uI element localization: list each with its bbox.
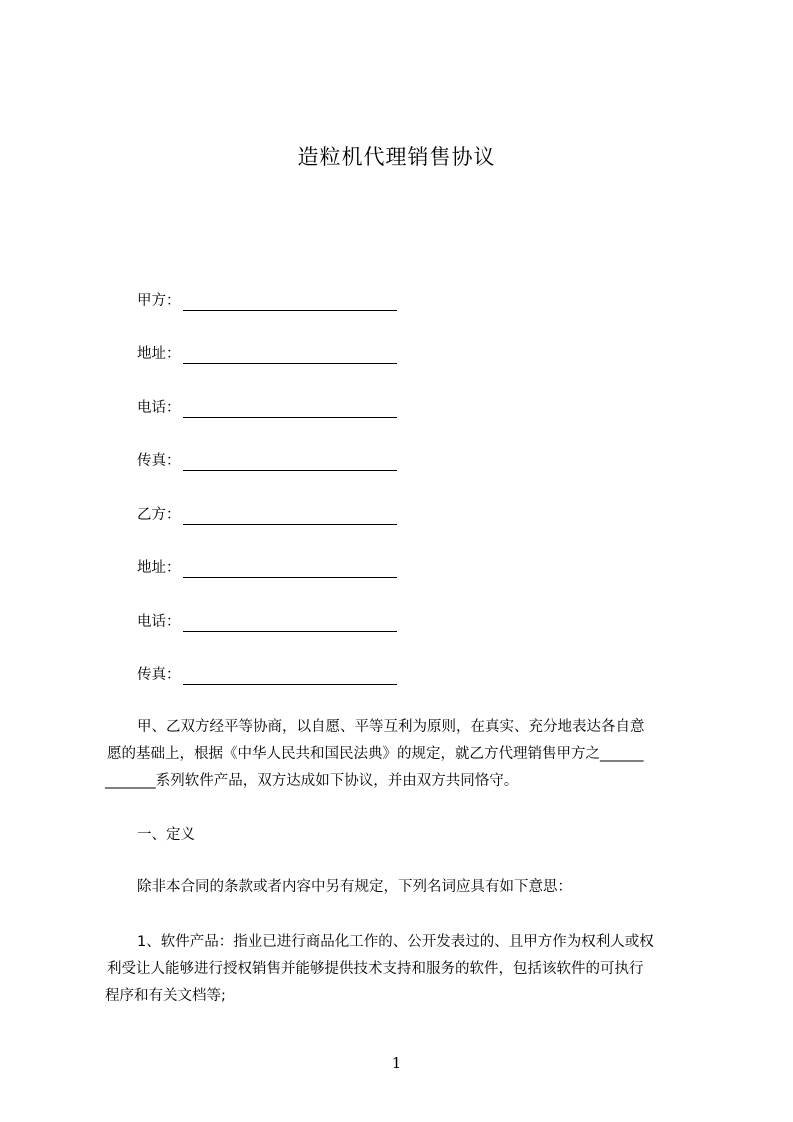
page-number: 1 [391,1054,402,1072]
intro-line-1: 甲、乙双方经平等协商，以自愿、平等互利为原则，在真实、充分地表达各自意 [137,719,645,735]
blank-line [183,400,397,418]
blank-line [183,667,397,685]
blank-line [183,293,397,311]
field-label: 地址： [137,346,181,362]
field-label: 乙方： [137,507,181,523]
party-a-address-field [137,342,397,364]
party-b-address-field [137,556,397,578]
clause-line-2: 利受让人能够进行授权销售并能够提供技术支持和服务的软件，包括该软件的可执行 [107,961,644,977]
field-label: 电话： [137,614,181,630]
blank-line [183,614,397,632]
blank-line [183,346,397,364]
intro-line-2: 愿的基础上，根据《中华人民共和国民法典》的规定，就乙方代理销售甲方之______ [107,746,644,762]
section-heading: 一、定义 [137,827,195,843]
field-label: 传真： [137,453,181,469]
party-a-field [137,289,397,311]
intro-line-3: _______系列软件产品，双方达成如下协议，并由双方共同恪守。 [105,773,519,789]
party-b-fax-field [137,663,397,685]
field-label: 传真： [137,667,181,683]
party-a-phone-field [137,396,397,418]
blank-line [183,507,397,525]
blank-line [183,560,397,578]
field-label: 甲方： [137,293,181,309]
document-title: 造粒机代理销售协议 [297,145,496,169]
party-a-fax-field [137,449,397,471]
clause-line-3: 程序和有关文档等; [105,988,226,1004]
field-label: 电话： [137,400,181,416]
blank-line [183,453,397,471]
field-label: 地址： [137,560,181,576]
clause-line-1: 1、软件产品：指业已进行商品化工作的、公开发表过的、且甲方作为权利人或权 [137,934,654,950]
section-intro: 除非本合同的条款或者内容中另有规定，下列名词应具有如下意思： [137,879,572,895]
party-b-field [137,503,397,525]
party-b-phone-field [137,610,397,632]
